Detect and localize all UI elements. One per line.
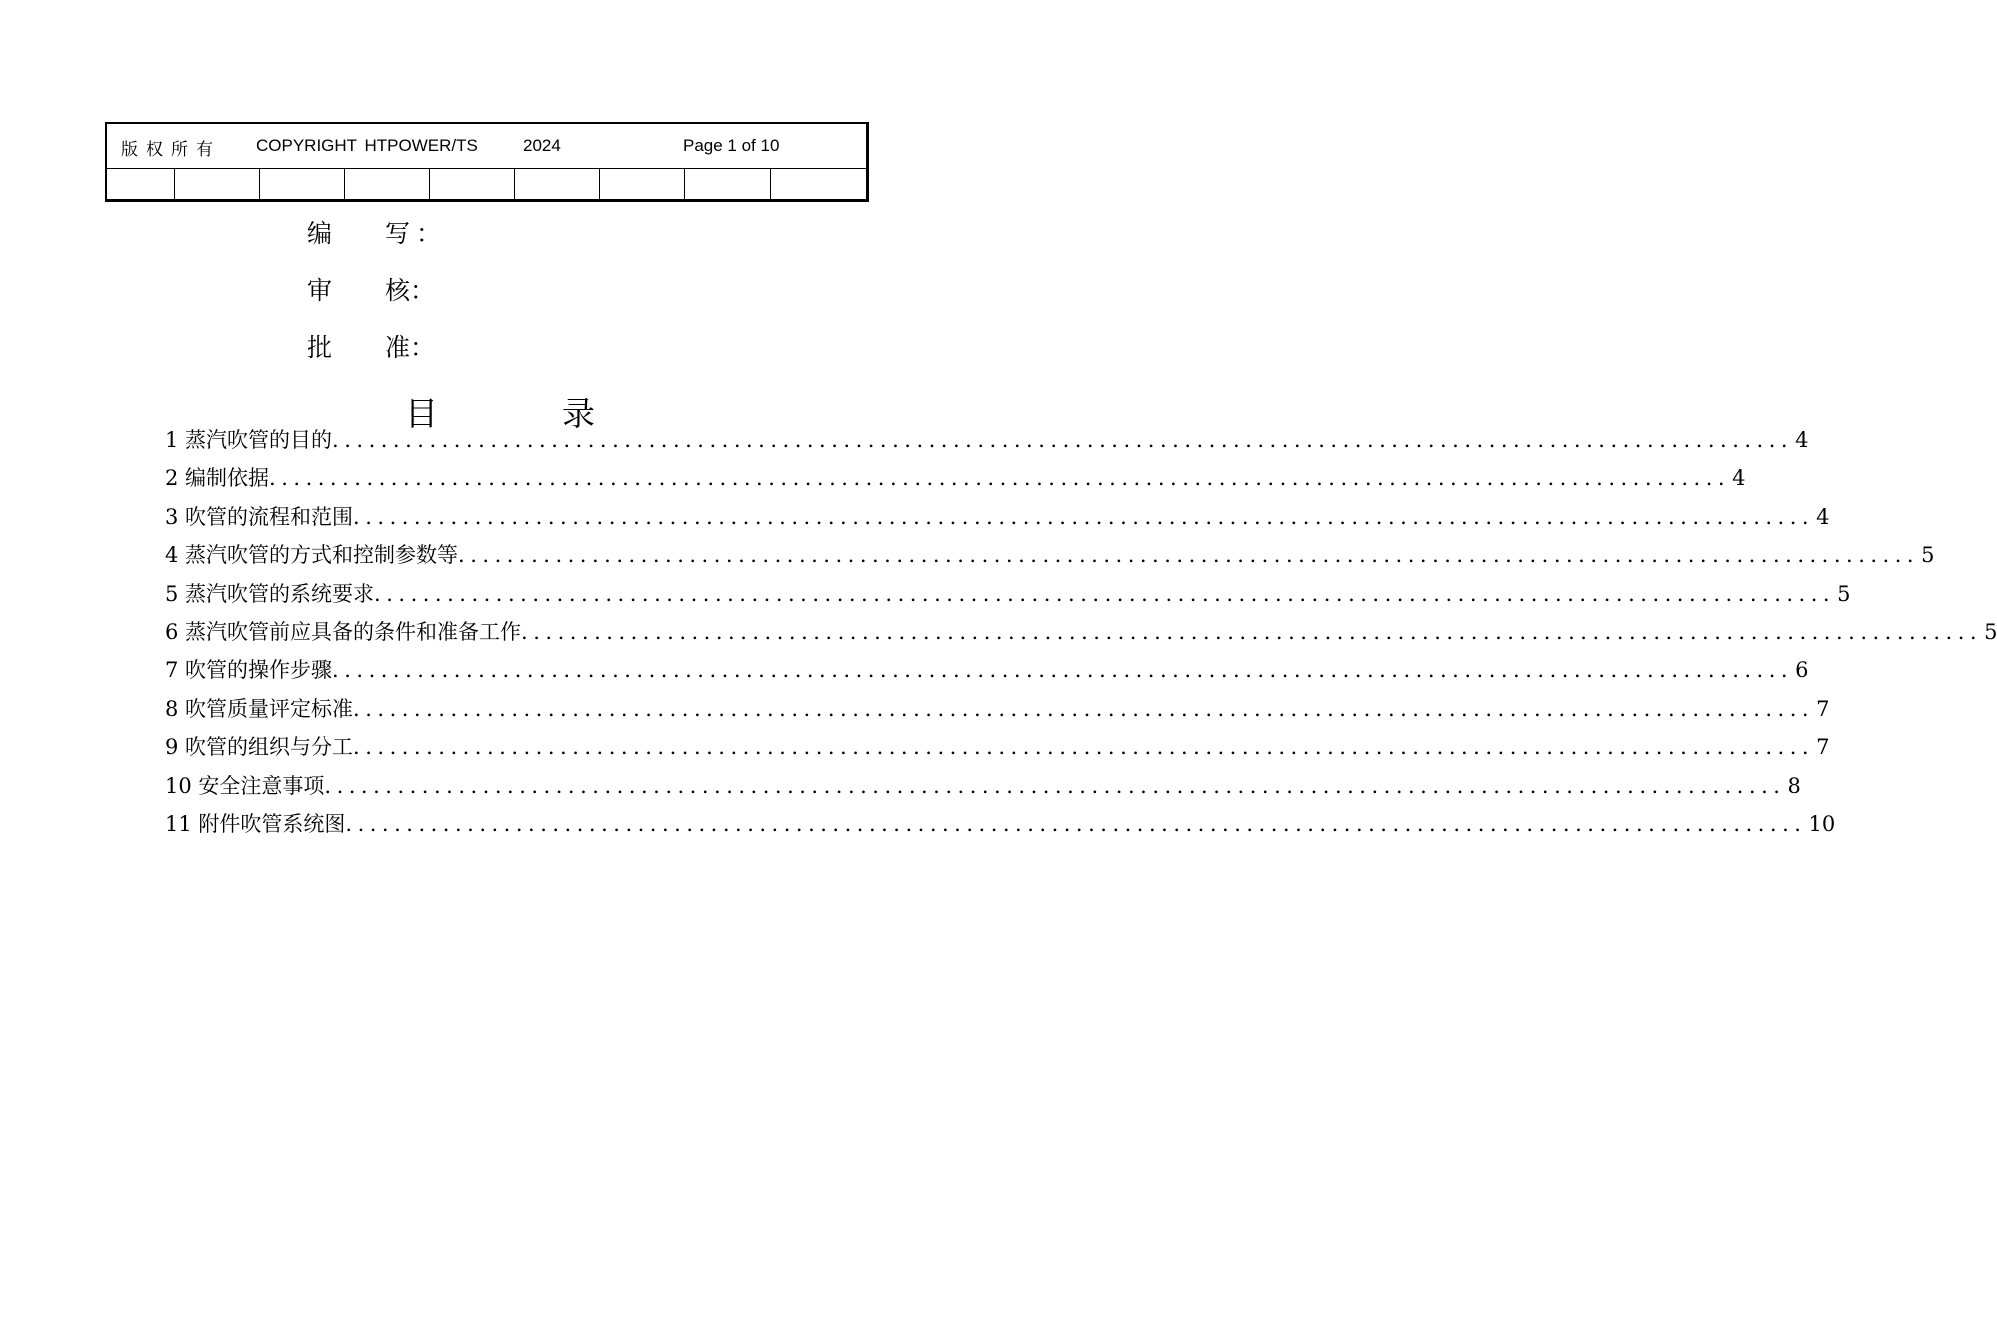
toc-item-page: 10 bbox=[1808, 811, 1836, 836]
toc-item-label: 6 蒸汽吹管前应具备的条件和准备工作 bbox=[165, 619, 522, 644]
toc-item[interactable] bbox=[165, 578, 1851, 616]
copyright-en: COPYRIGHT HTPOWER/TS bbox=[256, 136, 478, 155]
header-cell bbox=[685, 169, 771, 199]
header-cell bbox=[107, 169, 175, 199]
toc-item-label: 1 蒸汽吹管的目的 bbox=[165, 428, 333, 452]
header-row bbox=[107, 124, 866, 169]
toc-item-label: 3 吹管的流程和范围 bbox=[165, 504, 354, 529]
signoff-label-char: 批 bbox=[307, 333, 333, 362]
signoff-label-char: 核 bbox=[385, 276, 411, 305]
toc-item-label: 11 附件吹管系统图 bbox=[165, 811, 346, 836]
toc-item-page: 7 bbox=[1816, 735, 1830, 760]
header-cell bbox=[345, 169, 430, 199]
toc-item-page: 6 bbox=[1795, 658, 1809, 683]
signoff-label-char: 审 bbox=[307, 276, 333, 305]
header-table bbox=[105, 122, 869, 202]
signoff-approve bbox=[307, 328, 435, 364]
toc-item[interactable] bbox=[165, 616, 1997, 654]
toc-leader: ........................................................................................................................ bbox=[345, 811, 1807, 836]
toc-leader: ........................................................................................................................ bbox=[332, 428, 1794, 452]
toc-item-label: 5 蒸汽吹管的系统要求 bbox=[165, 581, 375, 606]
toc-item[interactable] bbox=[165, 770, 1801, 808]
toc-leader: ........................................................................................................................ bbox=[332, 658, 1794, 683]
header-cell bbox=[260, 169, 345, 199]
toc-leader: ........................................................................................................................ bbox=[458, 543, 1920, 568]
toc-item-page: 5 bbox=[1921, 543, 1935, 568]
signoff-author bbox=[307, 214, 441, 250]
header-blank-row bbox=[107, 169, 866, 199]
toc-item-label: 2 编制依据 bbox=[165, 466, 270, 491]
signoff-label-char: 写 bbox=[385, 219, 411, 248]
toc-item[interactable] bbox=[165, 731, 1830, 769]
toc-title-part2: 录 bbox=[562, 394, 595, 433]
signoff-colon: ： bbox=[410, 276, 436, 305]
toc-leader: ........................................................................................................................ bbox=[353, 696, 1815, 721]
toc-item[interactable] bbox=[165, 424, 1809, 462]
toc-item[interactable] bbox=[165, 654, 1809, 692]
toc-item-page: 4 bbox=[1816, 504, 1830, 529]
toc-item-page: 8 bbox=[1787, 773, 1801, 798]
toc-leader: ........................................................................................................................ bbox=[353, 735, 1815, 760]
toc-item-page: 4 bbox=[1795, 428, 1809, 452]
toc-item-label: 8 吹管质量评定标准 bbox=[165, 696, 354, 721]
toc-title-part1: 目 bbox=[405, 394, 438, 433]
toc-item-page: 7 bbox=[1816, 696, 1830, 721]
toc-item[interactable] bbox=[165, 693, 1830, 731]
toc-leader: ........................................................................................................................ bbox=[269, 466, 1731, 491]
toc-item-label: 4 蒸汽吹管的方式和控制参数等 bbox=[165, 543, 459, 568]
toc-item[interactable] bbox=[165, 501, 1830, 539]
toc-item[interactable] bbox=[165, 539, 1935, 577]
toc-leader: ........................................................................................................................ bbox=[353, 504, 1815, 529]
header-cell bbox=[430, 169, 515, 199]
copyright-year: 2024 bbox=[523, 136, 561, 155]
toc-item-page: 4 bbox=[1732, 466, 1746, 491]
signoff-colon: ： bbox=[416, 219, 442, 248]
signoff-label-char: 编 bbox=[307, 219, 333, 248]
header-cell bbox=[515, 169, 600, 199]
toc-item-label: 10 安全注意事项 bbox=[165, 773, 325, 798]
toc-item-label: 9 吹管的组织与分工 bbox=[165, 735, 354, 760]
signoff-label-char: 准 bbox=[385, 333, 411, 362]
toc-item-page: 5 bbox=[1837, 581, 1851, 606]
header-cell bbox=[771, 169, 866, 199]
header-cell bbox=[600, 169, 685, 199]
signoff-colon: ： bbox=[410, 333, 436, 362]
toc-leader: ........................................................................................................................ bbox=[521, 619, 1983, 644]
copyright-cn: 版权所有 bbox=[121, 140, 221, 160]
page-indicator: Page 1 of 10 bbox=[683, 136, 780, 155]
toc-leader: ........................................................................................................................ bbox=[324, 773, 1786, 798]
header-cell bbox=[175, 169, 260, 199]
toc-item[interactable] bbox=[165, 462, 1746, 500]
toc-item-label: 7 吹管的操作步骤 bbox=[165, 658, 333, 683]
signoff-review bbox=[307, 271, 435, 307]
table-of-contents bbox=[165, 424, 1997, 846]
toc-leader: ........................................................................................................................ bbox=[374, 581, 1836, 606]
toc-item-page: 5 bbox=[1984, 619, 1997, 644]
toc-item[interactable] bbox=[165, 808, 1836, 846]
